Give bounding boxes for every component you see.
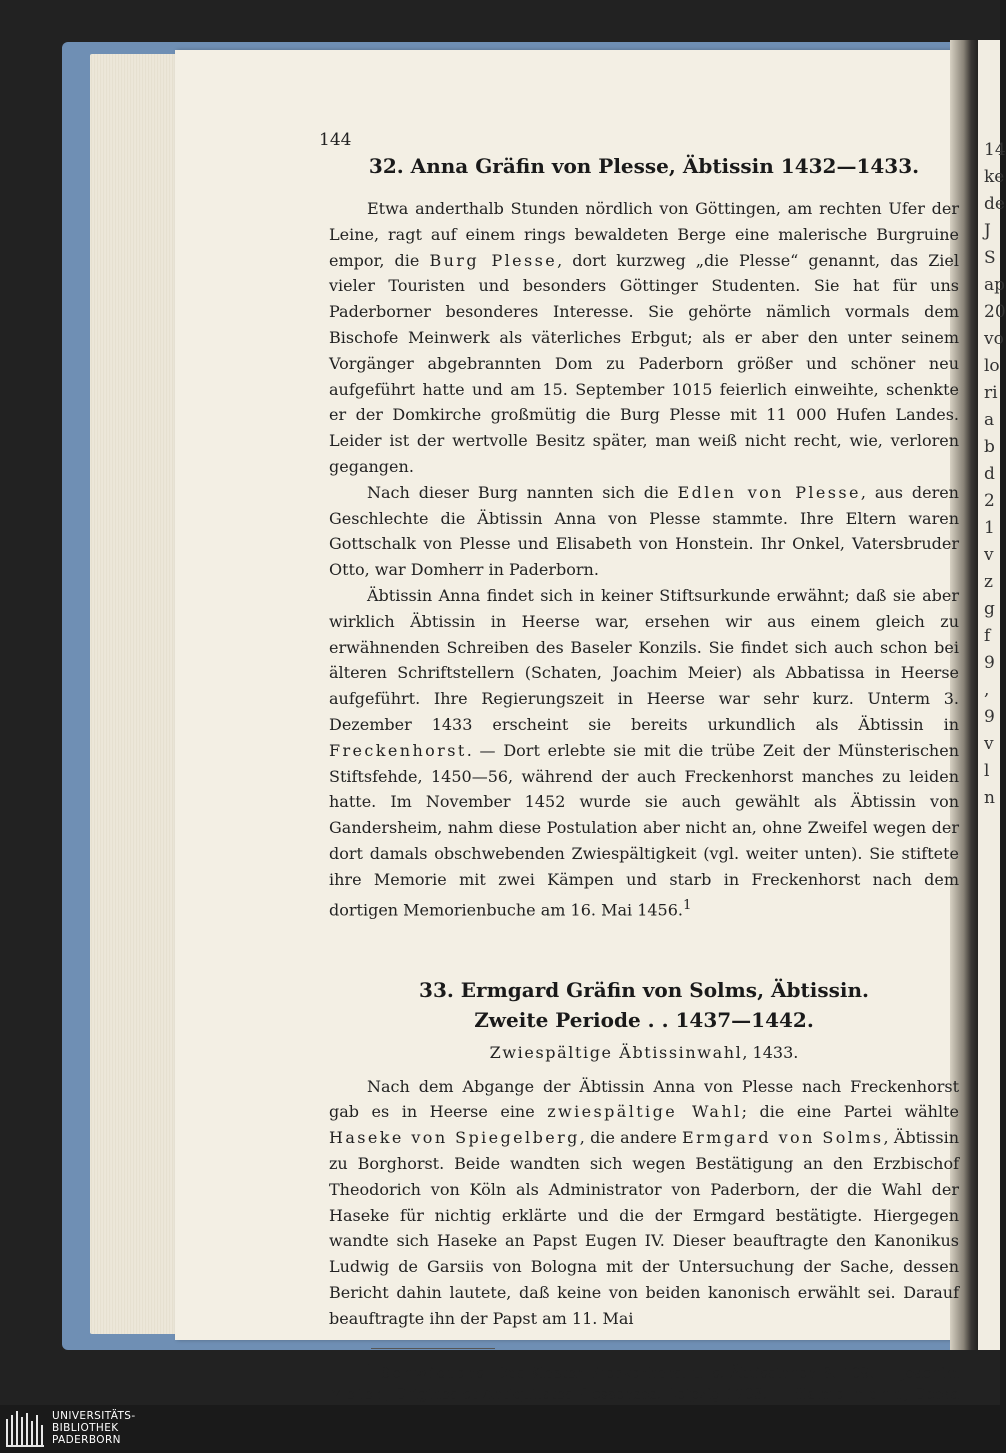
next-page-fragment: v: [984, 545, 994, 565]
section-heading-33: 33. Ermgard Gräfin von Solms, Äbtissin. Zweite Periode . . 1437—1442.: [419, 977, 869, 1032]
footnote-ref: 1: [683, 897, 692, 913]
next-page-fragment: ke: [984, 167, 1005, 187]
footnote: $^1$ Schwieters, Das Kloster Freckenhorst u. s. Äbtissinnen S. 109. — Joachim Meier, Origines et Antiquitates Plessenses. Leipzig 1703. — Hamelmann, Opera: [329, 1360, 959, 1404]
next-page-fragment: ri: [984, 383, 998, 403]
next-page-fragment: ,: [984, 680, 990, 700]
next-page-fragment: 1: [984, 518, 995, 538]
paragraph: Äbtissin Anna findet sich in keiner Stiftsurkunde erwähnt; daß sie aber wirklich Äbtissin in Heerse war, ersehen wir aus einem gleich zu erwähnenden Schreiben des Baseler Konzils. Sie findet sich auch schon bei älteren Schriftstellern (Schaten, Joachim Meier) als Abbatissa in Heerse aufgeführt. Ihre Regierungszeit in Heerse war sehr kurz. Unterm 3. Dezember 1433 erscheint sie bereits urkundlich als Äbtissin in Freckenhorst. — Dort erlebte sie mit die trübe Zeit der Münsterischen Stiftsfehde, 1450—56, während der auch Freckenhorst manches zu leiden hatte. Im November 1452 wurde sie auch gewählt als Äbtissin von Gandersheim, nahm diese Postulation aber nicht an, ohne Zweifel wegen der dort damals obschwebenden Zwiespältigkeit (vgl. weiter unten). Sie stiftete ihre Memorie mit zwei Kämpen und starb in Freckenhorst nach dem dortigen Memorienbuche am 16. Mai 1456.$^1$: [329, 585, 959, 919]
library-logo-icon: [6, 1411, 44, 1447]
next-page-fragment: l: [984, 761, 990, 781]
next-page-fragment: 14: [984, 140, 1006, 160]
spaced-name: Edlen von Plesse: [677, 482, 861, 502]
next-page-fragment: J: [984, 221, 991, 241]
paragraph: Nach dem Abgange der Äbtissin Anna von Plesse nach Freckenhorst gab es in Heerse eine zwiespältige Wahl; die eine Partei wählte Haseke von Spiegelberg, die andere Ermgard von Solms, Äbtissin zu Borghorst. Beide wandten sich wegen Bestätigung an den Erzbischof Theodorich von Köln als Administrator von Paderborn, der die Wahl der Haseke für nichtig erklärte und die der Ermgard bestätigte. Hiergegen wandte sich Haseke an Papst Eugen IV. Dieser beauftragte den Kanonikus Ludwig de Garsiis von Bologna mit der Untersuchung der Sache, dessen Bericht dahin lautete, daß keine von beiden kanonisch erwählt sei. Darauf beauftragte ihn der Papst am 11. Mai: [329, 1076, 960, 1328]
next-page-fragment: v: [984, 734, 994, 754]
spaced-name: Haseke von Spiegelberg: [329, 1128, 580, 1148]
next-page-fragment: z: [984, 572, 993, 592]
paragraph: Etwa anderthalb Stunden nördlich von Göttingen, am rechten Ufer der Leine, ragt auf einem rings bewaldeten Berge eine malerische Burgruine empor, die Burg Plesse, dort kurzweg „die Plesse“ genannt, das Ziel vieler Touristen und besonders Göttinger Studenten. Sie hat für uns Paderborner besonderes Interesse. Sie gehörte nämlich vormals dem Bischofe Meinwerk als väterliches Erbgut; als er aber den unter seinem Vorgänger abgebrannten Dom zu Paderborn größer und schöner neu aufgeführt hatte und am 15. September 1015 feierlich einweihte, schenkte er der Domkirche großmütig die Burg Plesse mit 11 000 Hufen Landes. Leider ist der wertvolle Besitz später, man weiß nicht recht, wie, verloren gegangen.: [329, 199, 960, 476]
section-heading-32: 32. Anna Gräfin von Plesse, Äbtissin 1432—1433.: [368, 154, 920, 178]
next-page-fragment: a: [984, 410, 995, 430]
next-page-fragment: g: [984, 599, 995, 619]
next-page-fragment: lo: [984, 356, 1000, 376]
next-page-fragment: ap: [984, 275, 1006, 295]
next-page-fragment: f: [984, 626, 991, 646]
next-page-fragment: 9: [984, 707, 995, 727]
spaced-name: Burg Plesse: [429, 250, 558, 270]
next-page-fragment: 20: [984, 302, 1006, 322]
next-page-fragment: 9: [984, 653, 995, 673]
next-page-fragment: 2: [984, 491, 995, 511]
next-page-strip: [978, 40, 1006, 1350]
library-name: UNIVERSITÄTS- BIBLIOTHEK PADERBORN: [52, 1410, 136, 1446]
spaced-name: Freckenhorst: [329, 740, 467, 760]
paragraph: Nach dieser Burg nannten sich die Edlen von Plesse, aus deren Geschlechte die Äbtissin Anna von Plesse stammte. Ihre Eltern waren Gottschalk von Plesse und Elisabeth von Honstein. Ihr Onkel, Vatersbruder Otto, war Domherr in Paderborn.: [329, 482, 959, 580]
next-page-fragment: de: [984, 194, 1005, 214]
footnote-rule: [371, 1348, 495, 1349]
next-page-fragment: S: [984, 248, 996, 268]
next-page-fragment: b: [984, 437, 995, 457]
next-page-fragment: n: [984, 788, 995, 808]
spaced-name: Ermgard von Solms: [682, 1128, 884, 1148]
spaced-term: zwiespältige Wahl: [547, 1102, 742, 1122]
section-subheading: Zwiespältige Äbtissinwahl, 1433.: [489, 1042, 799, 1062]
next-page-fragment: d: [984, 464, 995, 484]
next-page-fragment: vo: [984, 329, 1004, 349]
library-footer: [0, 1405, 1000, 1453]
page-text: [319, 130, 960, 1450]
page-number: 144: [319, 130, 352, 150]
